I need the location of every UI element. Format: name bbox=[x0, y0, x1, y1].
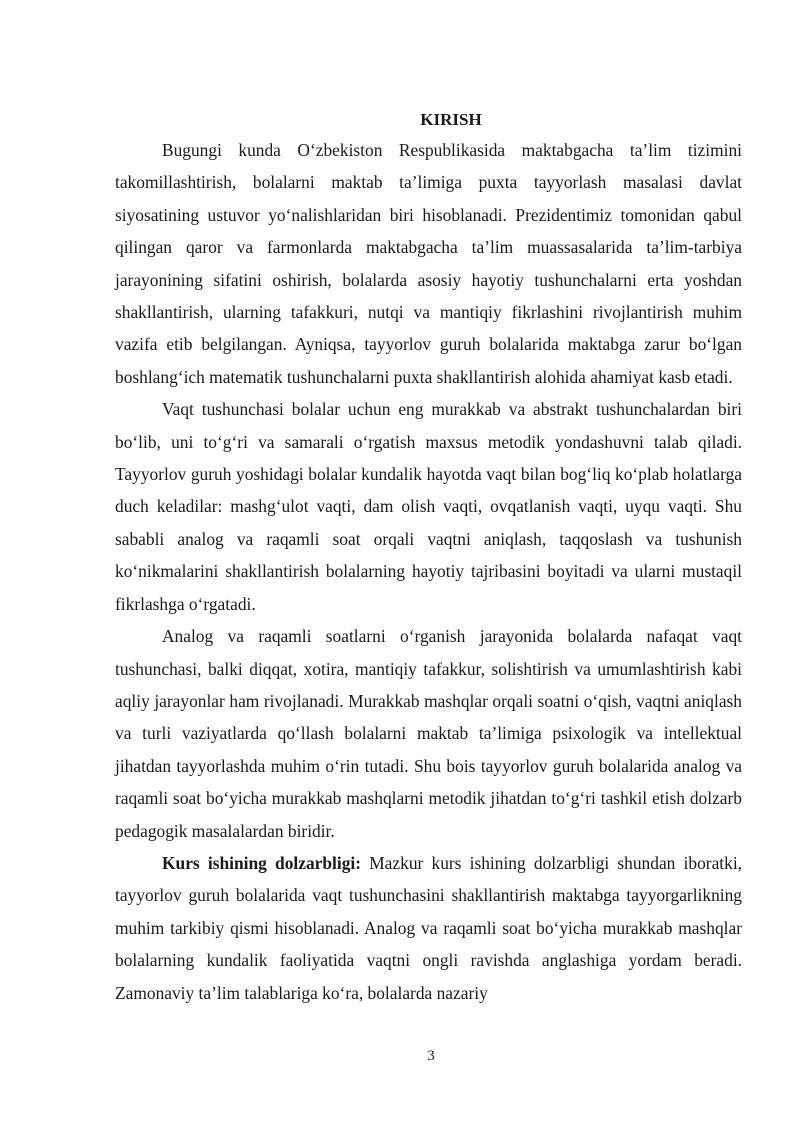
page-number: 3 bbox=[427, 1048, 435, 1064]
relevance-text: Mazkur kurs ishining dolzarbligi shundan iboratki, tayyorlov guruh bolalarida vaqt tushunchasini shakllantirish maktabga tayyorgarlikning muhim tarkibiy qismi hisoblanadi. Analog va raqamli soat bo‘yicha murakkab mashqlar bolalarning kundalik faoliyatida vaqtni ongli ravishda anglashiga yordam beradi. Zamonaviy ta’lim talablariga ko‘ra, bolalarda nazariy bbox=[115, 852, 742, 1003]
paragraph-intro: Bugungi kunda O‘zbekiston Respublikasida maktabgacha ta’lim tizimini takomillashtirish, bolalarni maktab ta’limiga puxta tayyorlash masalasi davlat siyosatining ustuvor yo‘nalishlaridan biri hisoblanadi. Prezidentimiz tomonidan qabul qilingan qaror va farmonlarda maktabgacha ta’lim muassasalarida ta’lim-tarbiya jarayonining sifatini oshirish, bolalarda asosiy hayotiy tushunchalarni erta yoshdan shakllantirish, ularning tafakkuri, nutqi va mantiqiy fikrlashini rivojlantirish muhim vazifa etib belgilangan. Ayniqsa, tayyorlov guruh bolalarida maktabga zarur bo‘lgan boshlang‘ich matematik tushunchalarni puxta shakllantirish alohida ahamiyat kasb etadi. bbox=[115, 140, 742, 387]
paragraph-relevance bbox=[115, 847, 742, 1009]
paragraph-time-concept: Vaqt tushunchasi bolalar uchun eng murakkab va abstrakt tushunchalardan biri bo‘lib, uni to‘g‘ri va samarali o‘rgatish maxsus metodik yondashuvni talab qiladi. Tayyorlov guruh yoshidagi bolalar kundalik hayotda vaqt bilan bog‘liq ko‘plab holatlarga duch keladilar: mashg‘ulot vaqti, dam olish vaqti, ovqatlanish vaqti, uyqu vaqti. Shu sababli analog va raqamli soat orqali vaqtni aniqlash, taqqoslash va tushunish ko‘nikmalarini shakllantirish bolalarning hayotiy tajribasini boyitadi va ularni mustaqil fikrlashga o‘rgatadi. bbox=[115, 399, 742, 614]
section-title: KIRISH bbox=[420, 110, 482, 129]
page-content bbox=[115, 106, 742, 1009]
paragraph-clocks: Analog va raqamli soatlarni o‘rganish jarayonida bolalarda nafaqat vaqt tushunchasi, balki diqqat, xotira, mantiqiy tafakkur, solishtirish va umumlashtirish kabi aqliy jarayonlar ham rivojlanadi. Murakkab mashqlar orqali soatni o‘qish, vaqtni aniqlash va turli vaziyatlarda qo‘llash bolalarni maktab ta’limiga psixologik va intellektual jihatdan tayyorlashda muhim o‘rin tutadi. Shu bois tayyorlov guruh bolalarida analog va raqamli soat bo‘yicha murakkab mashqlarni metodik jihatdan to‘g‘ri tashkil etish dolzarb pedagogik masalalardan biridir. bbox=[115, 626, 742, 841]
relevance-heading: Kurs ishining dolzarbligi: bbox=[162, 852, 362, 873]
